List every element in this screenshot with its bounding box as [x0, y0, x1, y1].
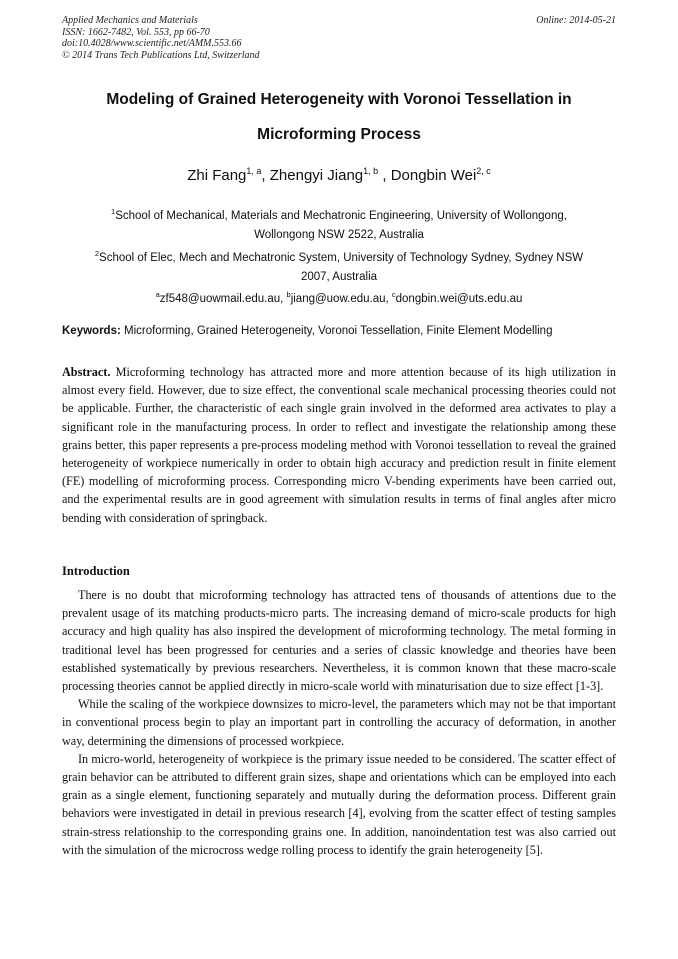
- author-name: Zhi Fang: [187, 167, 247, 184]
- affiliation-1: [62, 202, 616, 245]
- journal-header: [62, 15, 260, 61]
- email-mark: c: [391, 290, 396, 299]
- abstract-text: Microforming technology has attracted more and more attention because of its high utilization in almost every field. However, due to size effect, the conventional scale mechanical processing theories could not be applicable. Further, the characteristic of each single grain involved in the deformed area activates to play a significant role in the manufacturing process. In order to reflect and investigate the relationship among these grains better, this paper represents a pre-process modeling method with Voronoi tessellation to reveal the grained heterogeneity of workpiece numerically in order to obtain high accuracy and prediction result in finite element (FE) modelling of microforming process. Corresponding micro V-bending experiments have been carried out, and the experimental results are in good agreement with simulation results in terms of final angles after micro bending with consideration of springback.: [62, 365, 616, 525]
- author-separator: ,: [378, 167, 391, 184]
- journal-name: Applied Mechanics and Materials: [62, 15, 198, 26]
- email-separator: ,: [280, 292, 287, 305]
- affiliation-mark: 1: [111, 207, 116, 216]
- keywords-line: [62, 325, 616, 337]
- author-list: [62, 166, 616, 184]
- introduction-paragraph: There is no doubt that microforming technology has attracted tens of thousands of attentions due to the prevalent usage of its matching products-micro parts. The increasing demand of micro-scale products for high accuracy and high quality has also inspired the development of microforming technology. The metal forming in traditional level has been progressed for centuries and a series of classic knowledge and theories have been established systematically by previous researchers. Nevertheless, it is common known that these macro-scale processing theories cannot be applied directly in micro-scale world with minaturisation due to size effect [1-3].: [62, 588, 616, 694]
- introduction-paragraph: While the scaling of the workpiece downsizes to micro-level, the parameters which may not be that important in conventional process begin to play an important part in controlling the accuracy of deformation, in another way, determining the dimensions of processed workpiece.: [62, 697, 616, 748]
- author-affiliation-mark: 2, c: [476, 166, 491, 176]
- affiliation-text: School of Mechanical, Materials and Mechatronic Engineering, University of Wollongong,: [115, 209, 567, 222]
- author-name: Dongbin Wei: [390, 167, 477, 184]
- author-separator: ,: [261, 167, 270, 184]
- author-name: Zhengyi Jiang: [269, 167, 364, 184]
- keywords-label: Keywords:: [62, 325, 121, 337]
- section-heading-introduction: Introduction: [62, 564, 130, 578]
- keywords-text: Microforming, Grained Heterogeneity, Voronoi Tessellation, Finite Element Modelling: [120, 325, 553, 337]
- online-date: Online: 2014-05-21: [536, 15, 616, 26]
- email-mark: b: [286, 290, 291, 299]
- affiliation-text: Wollongong NSW 2522, Australia: [254, 228, 424, 241]
- email-mark: a: [155, 290, 160, 299]
- abstract-paragraph: [62, 363, 616, 527]
- paper-title-line-2: Microforming Process: [257, 126, 421, 143]
- introduction-body: [62, 586, 616, 859]
- introduction-paragraph: In micro-world, heterogeneity of workpiece is the primary issue needed to be considered. The scatter effect of grain behavior can be attributed to different grain sizes, shape and orientations which can be employed into each grain as a single element, functioning separately and mutually during the deformation process. Different grain behaviors were investigated in detail in previous research [4], evolving from the scatter effect of testing samples strain-stress relationship to the corresponding grains one. In addition, nanoindentation test was also carried out with the simulation of the microcross wedge rolling process to identify the grain heterogeneity [5].: [62, 751, 616, 857]
- author-affiliation-mark: 1, a: [246, 166, 262, 176]
- copyright-line: © 2014 Trans Tech Publications Ltd, Switzerland: [62, 49, 260, 61]
- email-address[interactable]: zf548@uowmail.edu.au: [159, 292, 281, 305]
- affiliation-text: School of Elec, Mech and Mechatronic System, University of Technology Sydney, Sydney NSW: [99, 251, 584, 264]
- abstract-label: Abstract.: [62, 365, 111, 379]
- email-address[interactable]: dongbin.wei@uts.edu.au: [395, 292, 523, 305]
- affiliation-mark: 2: [94, 249, 100, 258]
- email-separator: ,: [385, 292, 392, 305]
- email-list: [62, 285, 616, 309]
- author-affiliation-mark: 1, b: [363, 166, 379, 176]
- affiliation-2: [62, 244, 616, 287]
- doi-line: doi:10.4028/www.scientific.net/AMM.553.66: [62, 38, 242, 49]
- email-address[interactable]: jiang@uow.edu.au: [290, 292, 386, 305]
- paper-title-line-1: Modeling of Grained Heterogeneity with Voronoi Tessellation in: [106, 91, 572, 108]
- affiliation-text: 2007, Australia: [300, 270, 378, 283]
- issn-line: ISSN: 1662-7482, Vol. 553, pp 66-70: [62, 26, 210, 38]
